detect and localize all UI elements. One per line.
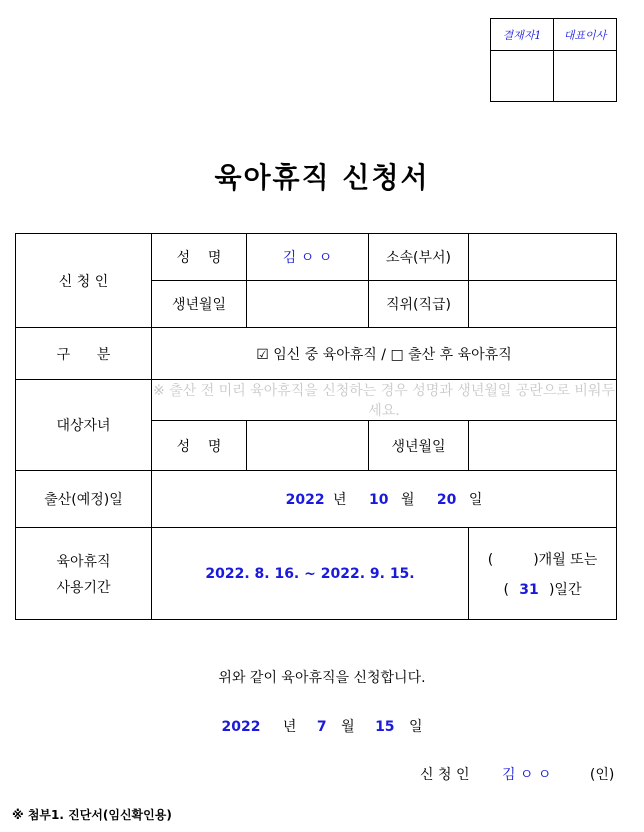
due-day: 20	[436, 492, 457, 508]
type-label: 구 분	[16, 328, 152, 380]
due-date-value[interactable]	[152, 471, 617, 528]
date-month-unit: 월	[341, 719, 355, 735]
signature-name[interactable]: 김 ㅇ ㅇ	[501, 767, 552, 783]
type-option-pregnancy[interactable]: ☑ 임신 중 육아휴직	[256, 346, 377, 363]
signature-label: 신 청 인	[420, 767, 470, 783]
signature-line	[420, 764, 614, 784]
months-open: (	[487, 551, 494, 568]
type-option-postbirth[interactable]: □ 출산 후 육아휴직	[390, 346, 512, 363]
child-note: ※ 출산 전 미리 육아휴직을 신청하는 경우 성명과 생년월일 공란으로 비워두세요.	[152, 380, 617, 421]
due-day-unit: 일	[468, 492, 483, 508]
child-name-value[interactable]	[247, 421, 369, 471]
due-month: 10	[369, 492, 389, 508]
applicant-label: 신 청 인	[16, 234, 152, 328]
child-birth-value[interactable]	[469, 421, 617, 471]
child-name-label: 성 명	[152, 421, 247, 471]
attachment-note: ※ 첨부1. 진단서(임신확인용)	[12, 808, 172, 822]
dept-label: 소속(부서)	[369, 234, 469, 281]
due-date-label: 출산(예정)일	[16, 471, 152, 528]
name-label: 성 명	[152, 234, 247, 281]
birth-value[interactable]	[247, 281, 369, 328]
statement: 위와 같이 육아휴직을 신청합니다.	[218, 670, 426, 686]
name-value[interactable]: 김 ㅇ ㅇ	[247, 234, 369, 281]
approval-box	[490, 18, 617, 102]
dept-value[interactable]	[469, 234, 617, 281]
date-day: 15	[375, 719, 395, 735]
ceo-sign-cell[interactable]	[554, 51, 617, 102]
date-day-unit: 일	[409, 719, 423, 735]
due-year-unit: 년	[333, 492, 347, 508]
period-label-line1: 육아휴직	[56, 553, 111, 570]
approver-1-header: 결재자1	[491, 19, 554, 51]
period-duration	[469, 528, 617, 620]
period-label-line2: 사용기간	[56, 579, 111, 596]
months-suffix: )개월 또는	[533, 551, 598, 568]
days-value[interactable]: 31	[519, 581, 539, 598]
approver-1-sign-cell[interactable]	[491, 51, 554, 102]
due-month-unit: 월	[400, 492, 415, 508]
period-label	[16, 528, 152, 620]
date-month: 7	[316, 719, 327, 735]
page-title: 육아휴직 신청서	[214, 161, 430, 194]
type-options	[152, 328, 617, 380]
days-suffix: )일간	[548, 581, 582, 598]
period-value[interactable]: 2022. 8. 16. ~ 2022. 9. 15.	[152, 528, 469, 620]
position-label: 직위(직급)	[369, 281, 469, 328]
due-year: 2022	[285, 492, 325, 508]
ceo-header: 대표이사	[554, 19, 617, 51]
date-year-unit: 년	[282, 719, 297, 735]
position-value[interactable]	[469, 281, 617, 328]
birth-label: 생년월일	[152, 281, 247, 328]
application-date	[0, 716, 644, 736]
child-label: 대상자녀	[16, 380, 152, 471]
signature-seal: (인)	[589, 767, 615, 783]
date-year: 2022	[221, 719, 261, 735]
type-separator: /	[376, 346, 391, 363]
child-birth-label: 생년월일	[369, 421, 469, 471]
leave-application-form	[15, 233, 617, 620]
days-open: (	[503, 581, 509, 598]
